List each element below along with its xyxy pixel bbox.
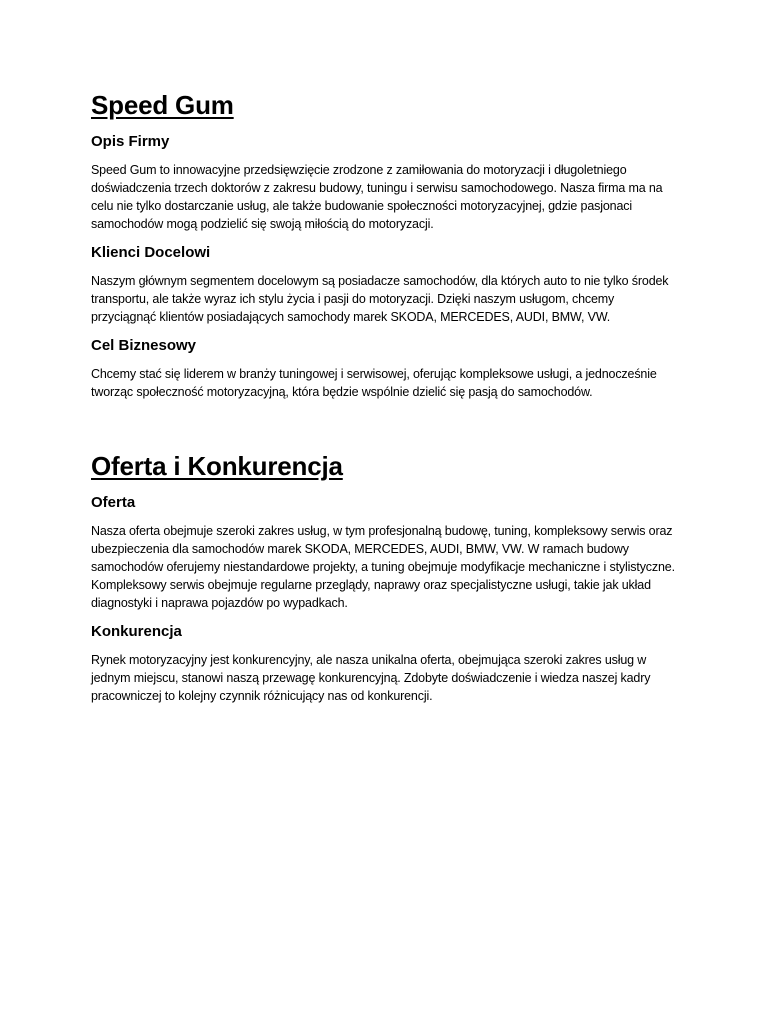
paragraph-opis-firmy: Speed Gum to innowacyjne przedsięwzięcie zrodzone z zamiłowania do motoryzacji i długoletniego doświadczenia trzech doktorów z zakresu budowy, tuningu i serwisu samochodowego. Nasza firma ma na celu nie tylko dostarczanie usług, ale także budowanie społeczności motoryzacyjnej, gdzie pasjonaci samochodów mogą podzielić się swoją miłością do motoryzacji. xyxy=(91,163,663,231)
paragraph-konkurencja: Rynek motoryzacyjny jest konkurencyjny, ale nasza unikalna oferta, obejmująca szeroki zakres usług w jednym miejscu, stanowi naszą przewagę konkurencyjną. Zdobyte doświadczenie i wiedza naszej kadry pracowniczej to kolejny czynnik różnicujący nas od konkurencji. xyxy=(91,653,651,703)
paragraph-oferta: Nasza oferta obejmuje szeroki zakres usług, w tym profesjonalną budowę, tuning, kompleksowy serwis oraz ubezpieczenia dla samochodów marek SKODA, MERCEDES, AUDI, BMW, VW. W ramach budowy samochodów oferujemy niestandardowe projekty, a tuning obejmuje modyfikacje mechaniczne i stylistyczne. Kompleksowy serwis obejmuje regularne przeglądy, naprawy oraz specjalistyczne usługi, takie jak układ diagnostyki i naprawa pojazdów po wypadkach. xyxy=(91,524,675,610)
paragraph-cel-biznesowy: Chcemy stać się liderem w branży tuningowej i serwisowej, oferując kompleksowe usługi, a jednocześnie tworząc społeczność motoryzacyjną, która będzie wspólnie dzielić się pasją do samochodów. xyxy=(91,367,657,399)
heading-konkurencja: Konkurencja xyxy=(91,623,182,640)
heading-opis-firmy: Opis Firmy xyxy=(91,133,170,150)
document-title: Speed Gum xyxy=(91,90,234,120)
paragraph-klienci-docelowi: Naszym głównym segmentem docelowym są posiadacze samochodów, dla których auto to nie tylko środek transportu, ale także wyraz ich stylu życia i pasji do motoryzacji. Dzięki naszym usługom, chcemy przyciągnąć klientów posiadających samochody marek SKODA, MERCEDES, AUDI, BMW, VW. xyxy=(91,274,669,324)
heading-klienci-docelowi: Klienci Docelowi xyxy=(91,244,211,261)
section-title-oferta-konkurencja: Oferta i Konkurencja xyxy=(91,451,343,481)
section-spacer xyxy=(91,411,681,449)
heading-cel-biznesowy: Cel Biznesowy xyxy=(91,337,197,354)
heading-oferta: Oferta xyxy=(91,494,136,511)
document-page xyxy=(91,88,681,715)
